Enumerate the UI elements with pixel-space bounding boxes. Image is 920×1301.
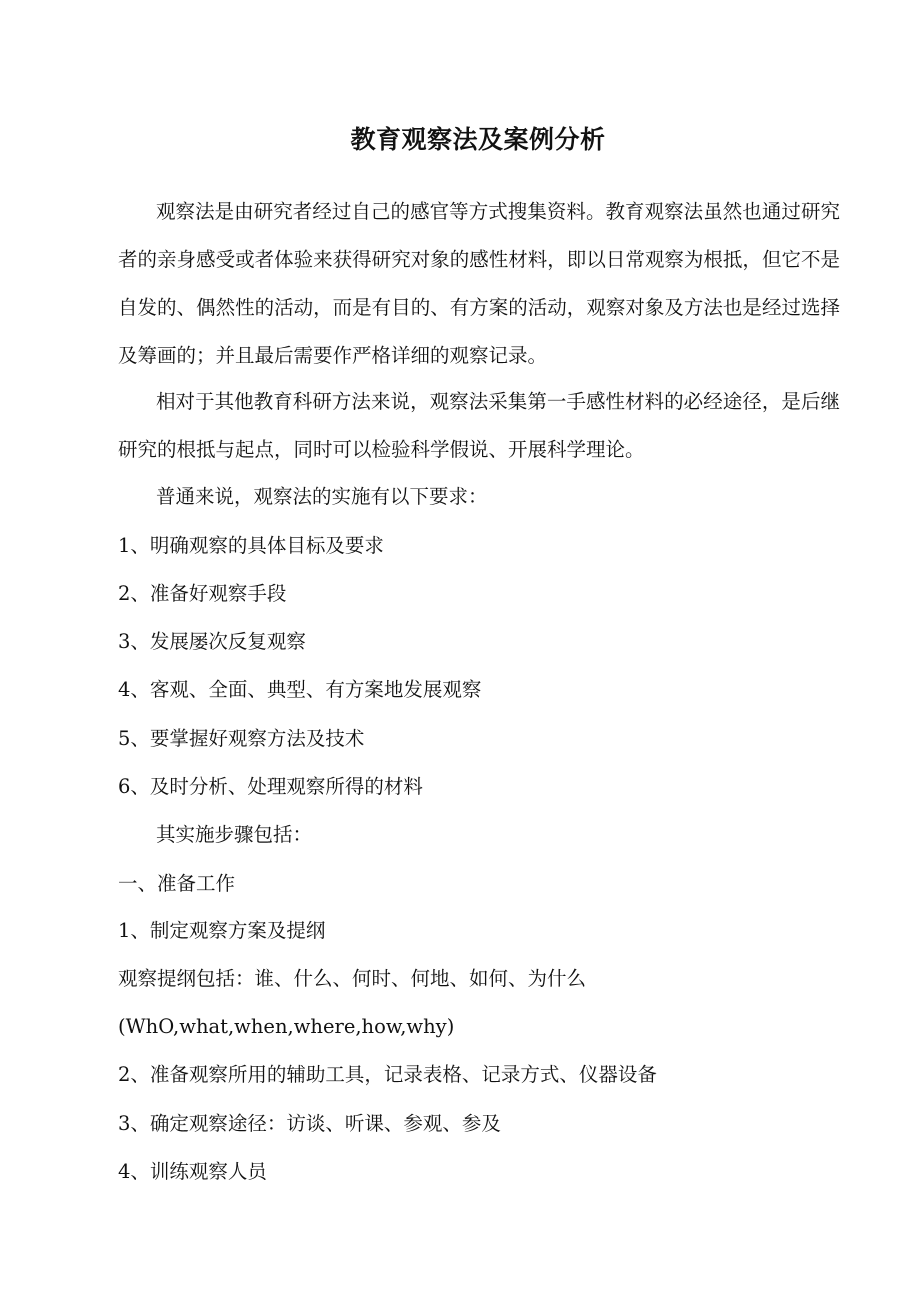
requirements-intro: 普通来说，观察法的实施有以下要求：	[156, 485, 488, 508]
step-item: 3、确定观察途径：访谈、听课、参观、参及	[118, 1112, 501, 1135]
outline-english: (WhO,what,when,where,how,why)	[118, 1015, 455, 1038]
requirement-item: 3、发展屡次反复观察	[118, 630, 306, 653]
outline-description: 观察提纲包括：谁、什么、何时、何地、如何、为什么	[118, 967, 587, 990]
requirement-item: 1、明确观察的具体目标及要求	[118, 534, 384, 557]
step-item: 4、训练观察人员	[118, 1160, 267, 1183]
requirement-item: 5、要掌握好观察方法及技术	[118, 727, 365, 750]
requirement-item: 4、客观、全面、典型、有方案地发展观察	[118, 678, 482, 701]
step-item: 2、准备观察所用的辅助工具，记录表格、记录方式、仪器设备	[118, 1063, 657, 1086]
paragraph-observation-method: 观察法是由研究者经过自己的感官等方式搜集资料。教育观察法虽然也通过研究者的亲身感受或者体验来获得研究对象的感性材料，即以日常观察为根抵，但它不是自发的、偶然性的活动，而是有目的、有方案的活动，观察对象及方法也是经过选择及筹画的；并且最后需要作严格详细的观察记录。	[118, 200, 840, 367]
section-heading-preparation: 一、准备工作	[118, 872, 236, 895]
paragraph-method-comparison: 相对于其他教育科研方法来说，观察法采集第一手感性材料的必经途径，是后继研究的根抵与起点，同时可以检验科学假说、开展科学理论。	[118, 390, 840, 461]
requirement-item: 2、准备好观察手段	[118, 582, 287, 605]
requirement-item: 6、及时分析、处理观察所得的材料	[118, 775, 423, 798]
document-title: 教育观察法及案例分析	[350, 125, 606, 154]
step-item: 1、制定观察方案及提纲	[118, 919, 326, 942]
steps-intro: 其实施步骤包括：	[156, 823, 313, 846]
